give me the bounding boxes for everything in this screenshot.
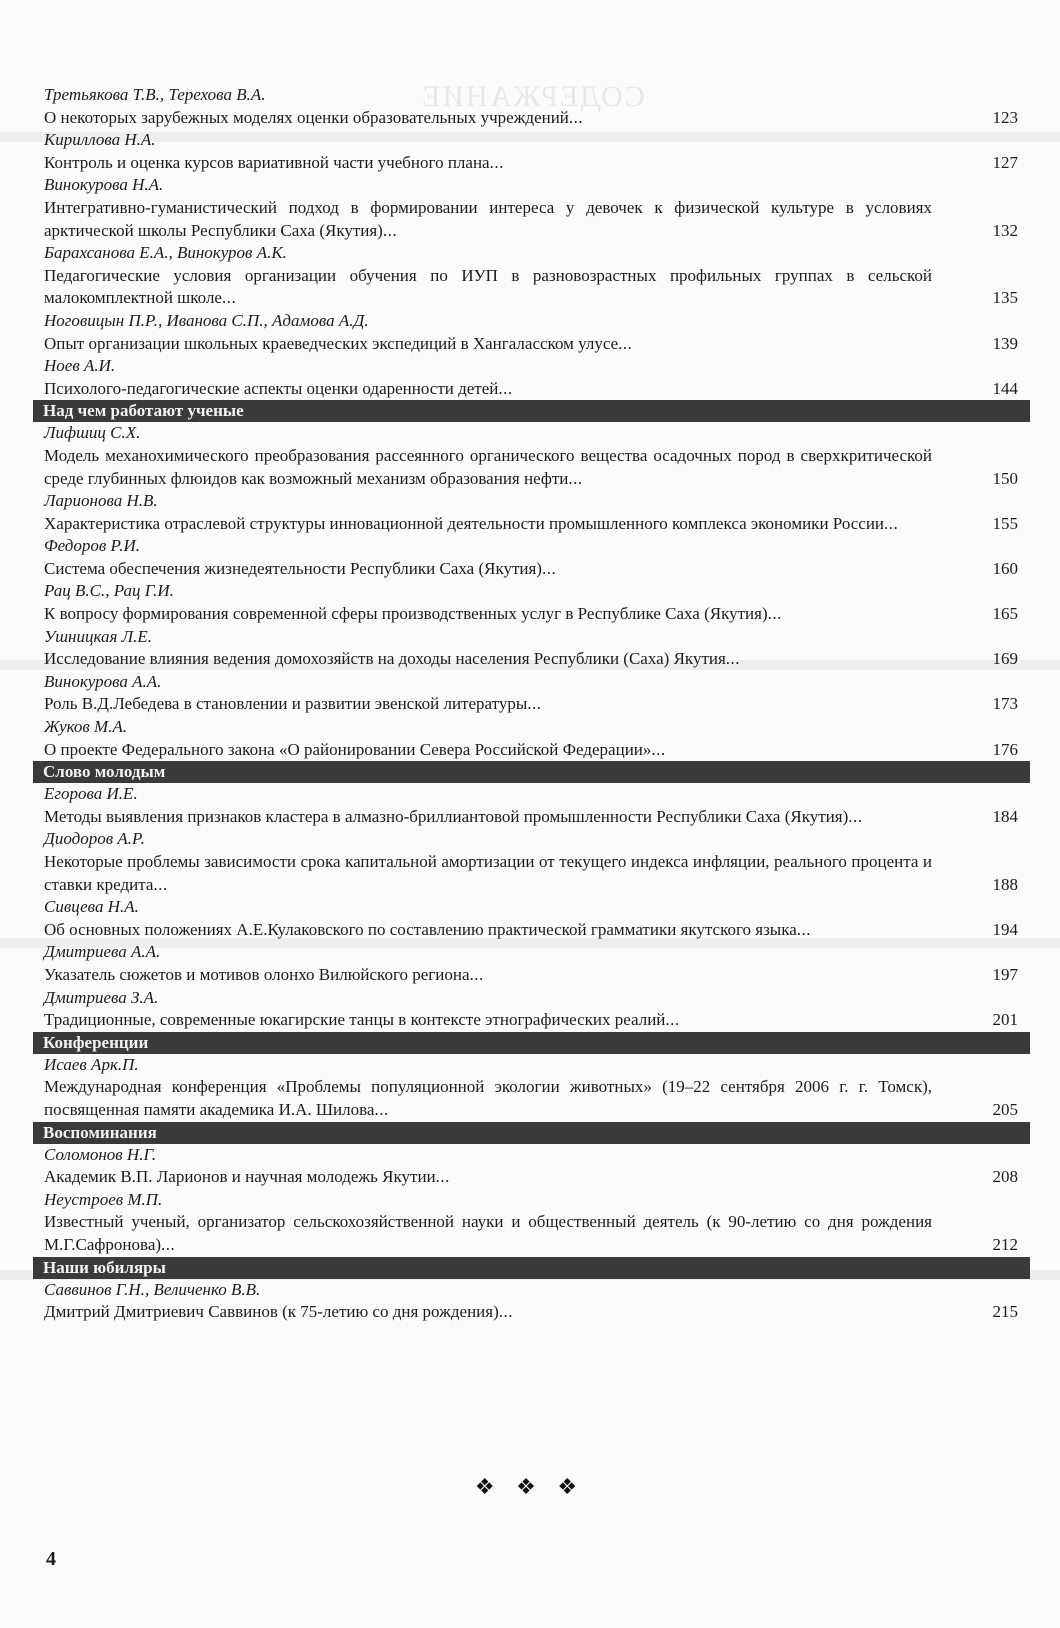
leader-dots: ...: [665, 1010, 680, 1030]
entry-author: Кириллова Н.А.: [44, 130, 156, 150]
toc-entry[interactable]: [33, 941, 1030, 986]
leader-dots: ...: [489, 152, 504, 172]
leader-dots: ...: [498, 1302, 513, 1322]
entry-row: [44, 1076, 1030, 1121]
entry-row: [44, 1211, 1030, 1256]
entry-page-number: 132: [992, 220, 1018, 240]
toc-entry[interactable]: [33, 671, 1030, 716]
entry-title[interactable]: [44, 558, 972, 581]
entry-author: Ларионова Н.В.: [44, 491, 158, 511]
toc-entry[interactable]: [33, 535, 1030, 580]
toc-entry[interactable]: [33, 1279, 1030, 1324]
entry-page-number: 135: [992, 288, 1018, 308]
entry-row: [44, 197, 1030, 242]
entry-title[interactable]: [44, 603, 972, 626]
table-of-contents: [33, 84, 1030, 1324]
entry-page-number: 197: [992, 964, 1018, 984]
entry-title[interactable]: [44, 1211, 972, 1256]
page-number: 4: [46, 1548, 56, 1570]
entry-title[interactable]: [44, 152, 972, 175]
entry-title-text: Академик В.П. Ларионов и научная молодежь Якутии: [44, 1167, 436, 1187]
entry-title-text: Известный ученый, организатор сельскохозяйственной науки и общественный деятель (к 90-летию со дня рождения М.Г.Сафронова): [44, 1212, 932, 1254]
entry-author: Рац В.С., Рац Г.И.: [44, 581, 174, 601]
entry-row: [44, 152, 1030, 175]
entry-page-number: 215: [992, 1302, 1018, 1322]
entry-row: [44, 739, 1030, 762]
entry-row: [44, 265, 1030, 310]
entry-title-text: Об основных положениях А.Е.Кулаковского по составлению практической грамматики якутского языка: [44, 919, 797, 939]
entry-title-text: Система обеспечения жизнедеятельности Республики Саха (Якутия): [44, 558, 542, 578]
entry-title-text: Педагогические условия организации обучения по ИУП в разновозрастных профильных группах в сельской малокомплектной школе: [44, 265, 932, 308]
entry-author: Жуков М.А.: [44, 717, 128, 737]
entry-page-number: 169: [992, 649, 1018, 669]
toc-entry[interactable]: [33, 422, 1030, 490]
entry-title[interactable]: [44, 265, 972, 310]
entry-title[interactable]: [44, 1166, 972, 1189]
entry-title[interactable]: [44, 445, 972, 490]
entry-page-number: 201: [992, 1010, 1018, 1030]
entry-title-text: Методы выявления признаков кластера в алмазно-бриллиантовой промышленности Республики Саха (Якутия): [44, 806, 849, 826]
entry-page-number: 205: [992, 1099, 1018, 1119]
entry-page-number: 160: [992, 558, 1018, 578]
section-heading: Слово молодым: [33, 761, 1030, 783]
leader-dots: ...: [541, 558, 557, 578]
leader-dots: ...: [374, 1099, 389, 1119]
toc-entry[interactable]: [33, 580, 1030, 625]
entry-page-number: 208: [992, 1167, 1018, 1187]
toc-entry[interactable]: [33, 84, 1030, 129]
entry-row: [44, 851, 1030, 896]
entry-author: Егорова И.Е.: [44, 784, 138, 804]
entry-page-number: 155: [992, 513, 1018, 533]
entry-title-text: Интегративно-гуманистический подход в формировании интереса у девочек к физической культуре в условиях арктической школы Республики Саха (Якутия): [44, 197, 932, 240]
entry-page-number: 165: [992, 604, 1018, 624]
entry-page-number: 194: [992, 919, 1018, 939]
leader-dots: ...: [884, 513, 899, 533]
leader-dots: ...: [161, 1234, 176, 1254]
entry-title-text: Исследование влияния ведения домохозяйств на доходы населения Республики (Саха) Якутия: [44, 649, 726, 669]
toc-entry[interactable]: [33, 1189, 1030, 1257]
entry-author: Барахсанова Е.А., Винокуров А.К.: [44, 243, 287, 263]
toc-entry[interactable]: [33, 626, 1030, 671]
toc-entry[interactable]: [33, 1144, 1030, 1189]
leader-dots: ...: [618, 333, 633, 353]
entry-author: Саввинов Г.Н., Величенко В.В.: [44, 1279, 261, 1299]
entry-author: Ноев А.И.: [44, 356, 116, 376]
entry-title-text: Традиционные, современные юкагирские танцы в контексте этнографических реалий: [44, 1010, 666, 1030]
entry-row: [44, 1009, 1030, 1032]
leader-dots: ...: [153, 874, 168, 894]
entry-page-number: 176: [992, 739, 1018, 759]
entry-author: Ушницкая Л.Е.: [44, 626, 153, 646]
entry-title-text: Дмитрий Дмитриевич Саввинов (к 75-летию со дня рождения): [44, 1302, 499, 1322]
entry-author: Соломонов Н.Г.: [44, 1144, 157, 1164]
bleed-through-heading: СОДЕРЖАНИЕ: [420, 80, 645, 113]
toc-entry[interactable]: [33, 355, 1030, 400]
entry-title-text: О некоторых зарубежных моделях оценки образовательных учреждений: [44, 107, 569, 127]
entry-title-text: Модель механохимического преобразования рассеянного органического вещества осадочных пород в сверхкритической среде глубинных флюидов как возможный механизм образования нефти: [44, 445, 932, 488]
entry-title[interactable]: [44, 1009, 972, 1032]
entry-row: [44, 648, 1030, 671]
toc-entry[interactable]: [33, 896, 1030, 941]
entry-row: [44, 1166, 1030, 1189]
entry-title-text: Психолого-педагогические аспекты оценки одаренности детей: [44, 378, 499, 398]
toc-entry[interactable]: [33, 490, 1030, 535]
entry-row: [44, 333, 1030, 356]
entry-author: Сивцева Н.А.: [44, 897, 139, 917]
entry-author: Ноговицын П.Р., Иванова С.П., Адамова А.Д.: [44, 310, 369, 330]
entry-title-text: К вопросу формирования современной сферы производственных услуг в Республике Саха (Якутия): [44, 604, 768, 624]
leader-dots: ...: [725, 649, 741, 669]
entry-title[interactable]: [44, 107, 972, 130]
entry-row: [44, 919, 1030, 942]
entry-author: Диодоров А.Р.: [44, 829, 145, 849]
entry-page-number: 184: [992, 806, 1018, 826]
entry-row: [44, 378, 1030, 401]
leader-dots: ...: [848, 806, 863, 826]
entry-row: [44, 558, 1030, 581]
entry-author: Дмитриева А.А.: [44, 942, 161, 962]
leader-dots: ...: [568, 107, 584, 127]
entry-row: [44, 806, 1030, 829]
entry-title[interactable]: [44, 739, 972, 762]
entry-title-text: Контроль и оценка курсов вариативной части учебного плана: [44, 152, 490, 172]
entry-author: Федоров Р.И.: [44, 536, 140, 556]
entry-title[interactable]: [44, 333, 972, 356]
entry-title-text: Характеристика отраслевой структуры инновационной деятельности промышленного комплекса экономики России: [44, 513, 885, 533]
entry-title[interactable]: [44, 197, 972, 242]
entry-title[interactable]: [44, 964, 972, 987]
section-heading: Конференции: [33, 1032, 1030, 1054]
entry-page-number: 144: [992, 378, 1018, 398]
leader-dots: ...: [469, 964, 484, 984]
section-heading: Наши юбиляры: [33, 1257, 1030, 1279]
entry-page-number: 127: [992, 152, 1018, 172]
section-heading: Воспоминания: [33, 1122, 1030, 1144]
entry-row: [44, 513, 1030, 536]
entry-author: Винокурова Н.А.: [44, 175, 164, 195]
entry-row: [44, 1301, 1030, 1324]
entry-title[interactable]: [44, 1301, 972, 1324]
entry-author: Лифшиц С.Х.: [44, 423, 141, 443]
entry-title-text: Указатель сюжетов и мотивов олонхо Вилюйского региона: [44, 964, 470, 984]
toc-entry[interactable]: [33, 242, 1030, 310]
entry-title[interactable]: [44, 919, 972, 942]
entry-title[interactable]: [44, 851, 972, 896]
leader-dots: ...: [568, 468, 583, 488]
entry-row: [44, 693, 1030, 716]
entry-title[interactable]: [44, 513, 972, 536]
entry-page-number: 123: [992, 107, 1018, 127]
entry-author: Неустроев М.П.: [44, 1189, 163, 1209]
entry-page-number: 173: [992, 694, 1018, 714]
entry-author: Винокурова А.А.: [44, 671, 162, 691]
entry-author: Исаев Арк.П.: [44, 1054, 139, 1074]
toc-entry[interactable]: [33, 174, 1030, 242]
leader-dots: ...: [435, 1167, 450, 1187]
entry-page-number: 139: [992, 333, 1018, 353]
entry-row: [44, 445, 1030, 490]
leader-dots: ...: [221, 288, 237, 308]
toc-entry[interactable]: [33, 129, 1030, 174]
entry-page-number: 212: [992, 1234, 1018, 1254]
entry-title[interactable]: [44, 648, 972, 671]
toc-entry[interactable]: [33, 310, 1030, 355]
leader-dots: ...: [382, 220, 398, 240]
entry-title[interactable]: [44, 806, 972, 829]
entry-title[interactable]: [44, 693, 972, 716]
toc-entry[interactable]: [33, 828, 1030, 896]
leader-dots: ...: [527, 694, 542, 714]
entry-page-number: 188: [992, 874, 1018, 894]
entry-title-text: Опыт организации школьных краеведческих экспедиций в Хангаласском улусе: [44, 333, 619, 353]
entry-title-text: О проекте Федерального закона «О районировании Севера Российской Федерации»: [44, 739, 652, 759]
entry-page-number: 150: [992, 468, 1018, 488]
toc-entry[interactable]: [33, 716, 1030, 761]
entry-title-text: Некоторые проблемы зависимости срока капитальной амортизации от текущего индекса инфляции, реального процента и ставки кредита: [44, 852, 932, 894]
leader-dots: ...: [651, 739, 666, 759]
entry-row: [44, 964, 1030, 987]
toc-entry[interactable]: [33, 1054, 1030, 1122]
toc-entry[interactable]: [33, 987, 1030, 1032]
entry-title-text: Международная конференция «Проблемы популяционной экологии животных» (19–22 сентября 2006 г. г. Томск), посвященная памяти академика И.А. Шилова: [44, 1077, 932, 1119]
entry-title-text: Роль В.Д.Лебедева в становлении и развитии эвенской литературы: [44, 694, 528, 714]
ornament-divider: ❖ ❖ ❖: [474, 1474, 586, 1499]
entry-row: [44, 107, 1030, 130]
entry-row: [44, 603, 1030, 626]
entry-author: Третьякова Т.В., Терехова В.А.: [44, 85, 266, 104]
leader-dots: ...: [498, 378, 513, 398]
toc-entry[interactable]: [33, 783, 1030, 828]
entry-title[interactable]: [44, 1076, 972, 1121]
leader-dots: ...: [796, 919, 812, 939]
section-heading: Над чем работают ученые: [33, 400, 1030, 422]
entry-author: Дмитриева З.А.: [44, 987, 159, 1007]
entry-title[interactable]: [44, 378, 972, 401]
leader-dots: ...: [767, 604, 782, 624]
